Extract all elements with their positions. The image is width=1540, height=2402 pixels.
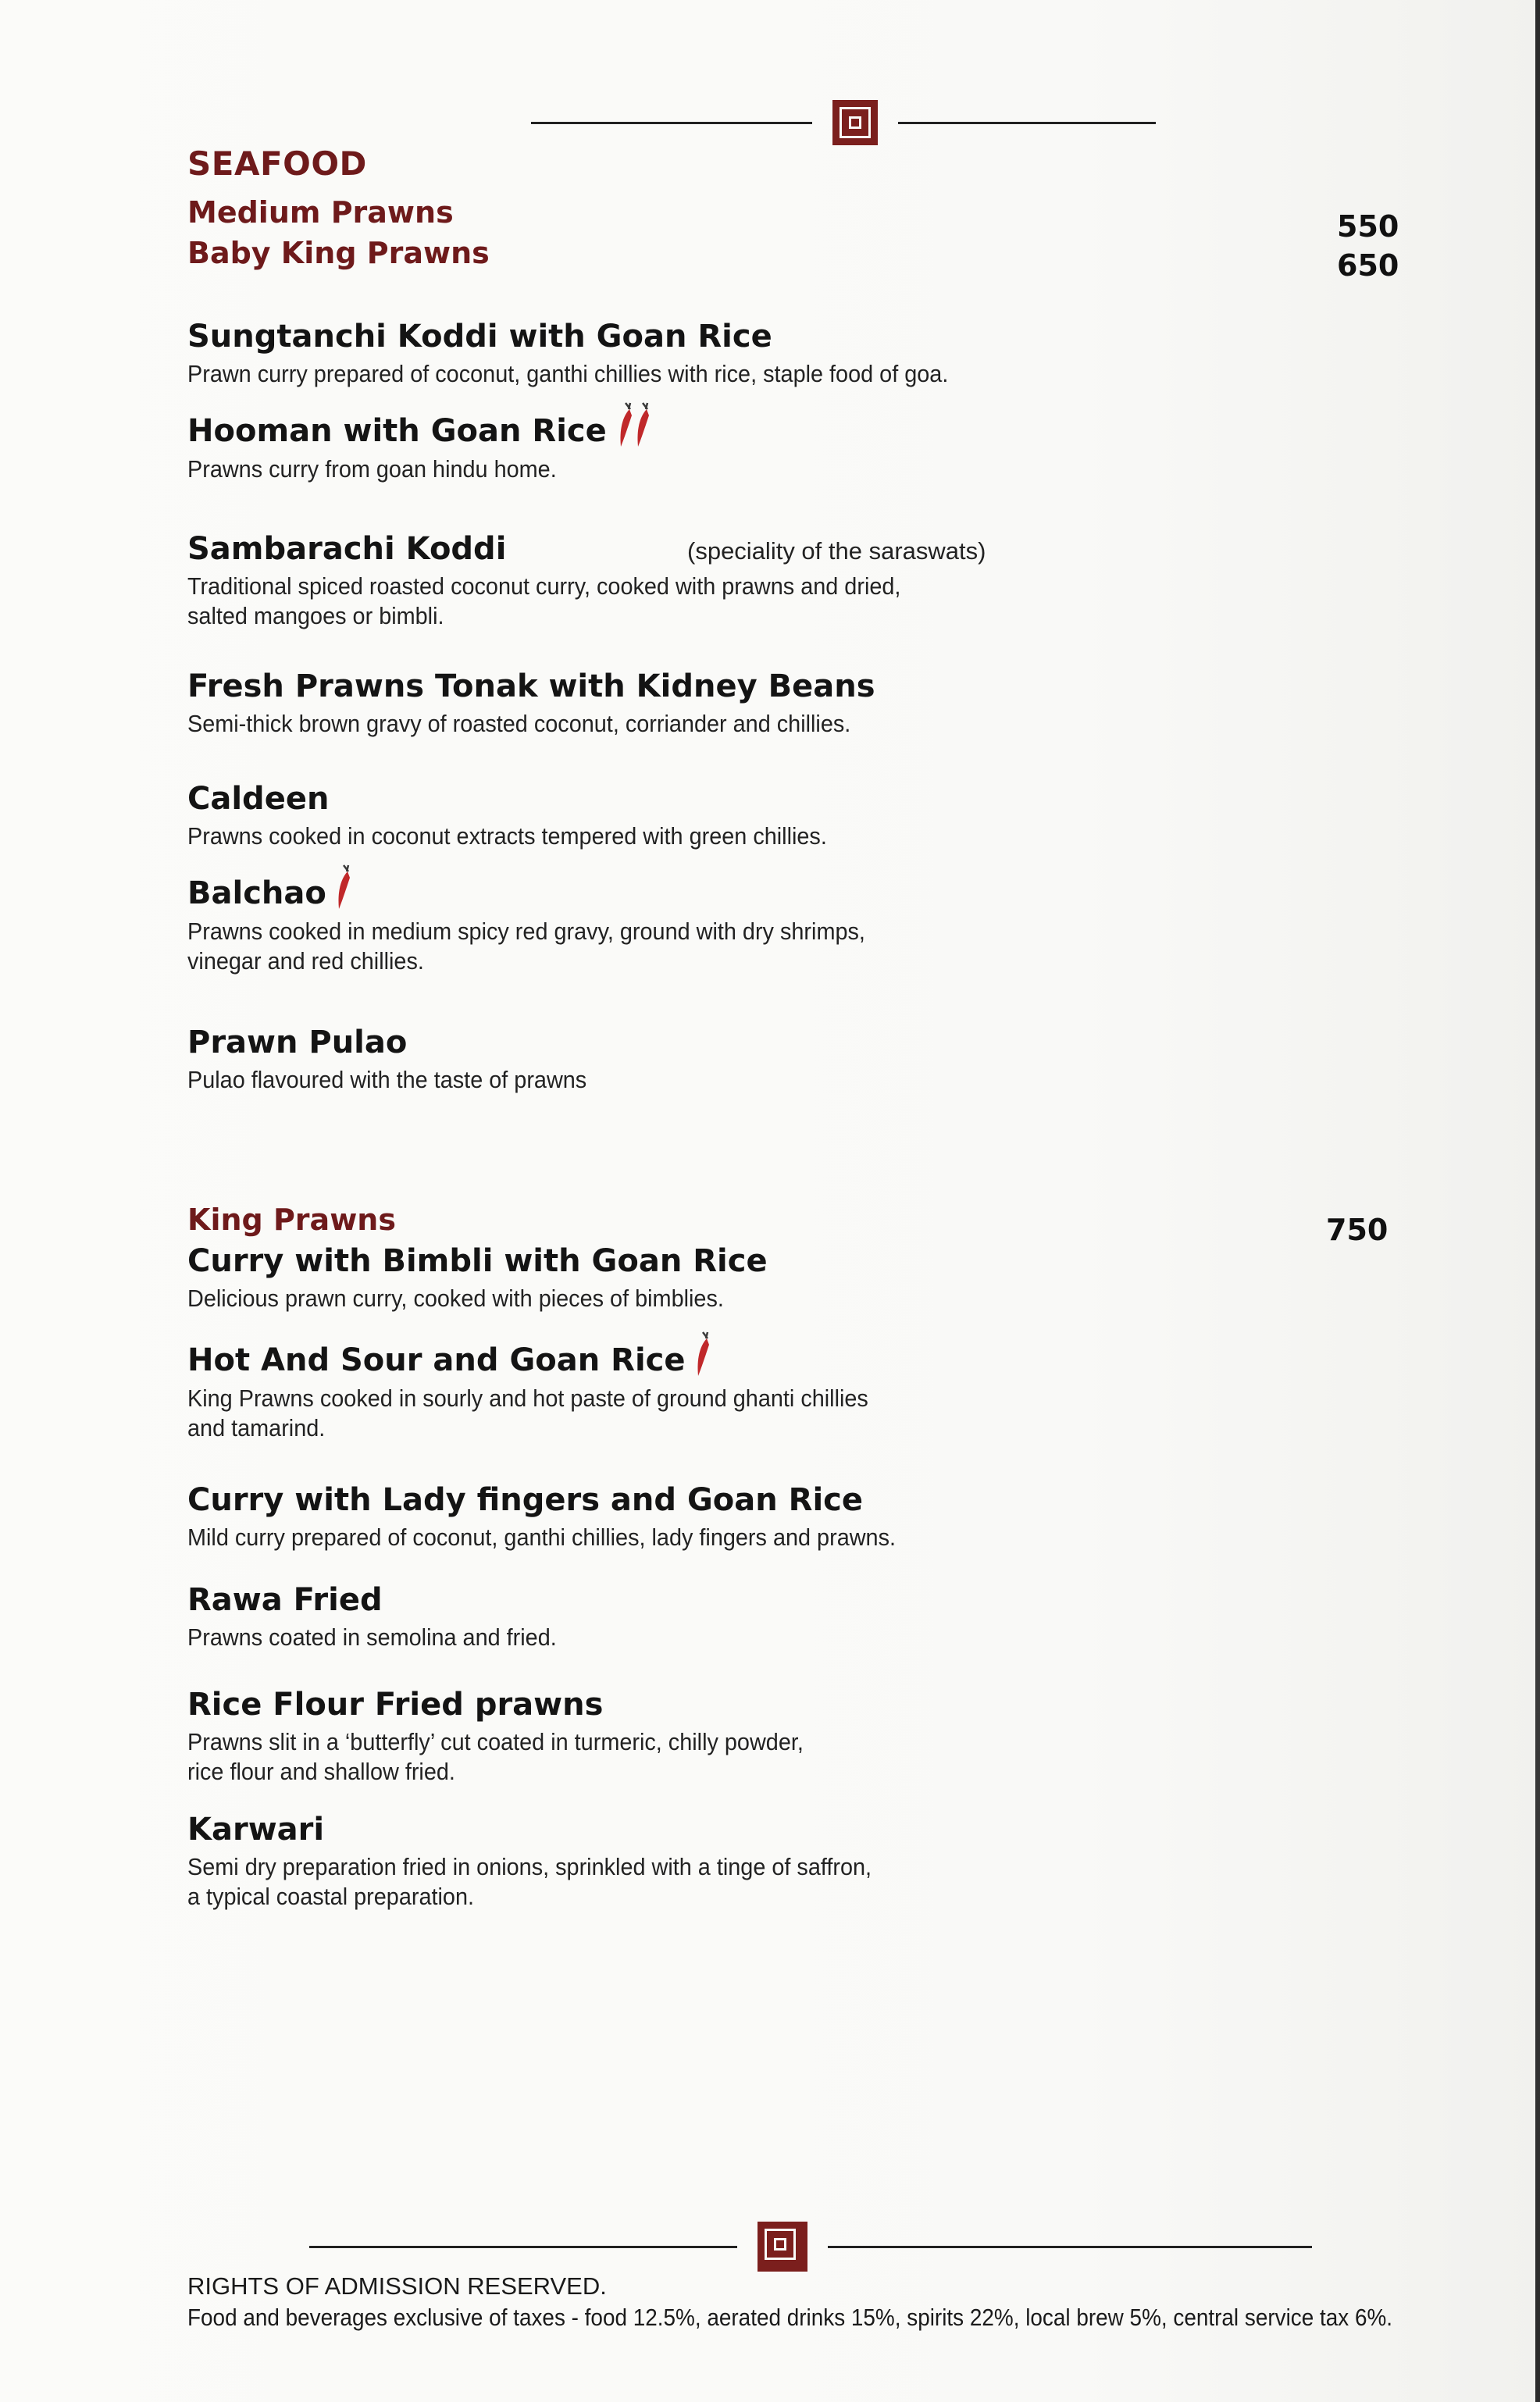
menu-item [187,1025,617,1095]
king-prawns-price: 750 [1326,1213,1388,1247]
item-name: Curry with Lady fingers and Goan Rice [187,1482,864,1518]
tax-notice: Food and beverages exclusive of taxes - food 12.5%, aerated drinks 15%, spirits 22%, local brew 5%, central service tax 6%. [187,2304,1393,2331]
menu-item [187,781,875,851]
baby-king-prawns-label: Baby King Prawns [187,236,490,270]
item-description: Prawns coated in semolina and fried. [187,1623,557,1651]
item-description: Semi dry preparation fried in onions, sprinkled with a tinge of saffron, a typical coastal preparation. [187,1853,872,1910]
top-ornament [531,100,1156,145]
medium-prawns-price: 550 [1337,209,1399,244]
square-motif-icon [758,2222,807,2272]
item-name: Rawa Fried [187,1582,383,1618]
item-name: Rice Flour Fried prawns [187,1687,604,1723]
king-prawns-label: King Prawns [187,1203,396,1237]
menu-item [187,1243,768,1313]
item-name: Hooman with Goan Rice [187,413,607,449]
ornament-line-left [531,122,812,124]
item-name: Karwari [187,1812,325,1848]
item-description: Prawns curry from goan hindu home. [187,455,557,483]
item-name: Balchao [187,875,326,911]
ornament-line-right [828,2246,1312,2248]
section-title: SEAFOOD [187,144,367,183]
item-description: King Prawns cooked in sourly and hot paste of ground ghanti chillies and tamarind. [187,1385,868,1442]
item-name: Prawn Pulao [187,1025,408,1060]
page-edge [1535,0,1540,2402]
menu-item [187,412,654,484]
item-description: Delicious prawn curry, cooked with pieces of bimblies. [187,1285,724,1312]
menu-item [187,1482,949,1552]
menu-item [187,319,1006,389]
item-description: Prawn curry prepared of coconut, ganthi chillies with rice, staple food of goa. [187,360,949,387]
baby-king-prawns-price: 650 [1337,248,1399,283]
chili-icon [615,412,654,450]
ornament-line-right [898,122,1156,124]
ornament-line-left [309,2246,737,2248]
item-description: Semi-thick brown gravy of roasted coconut, corriander and chillies. [187,710,851,737]
menu-item [187,1582,584,1652]
item-name: Caldeen [187,781,330,817]
chili-icon [693,1342,715,1379]
item-name: Sungtanchi Koddi with Goan Rice [187,319,772,355]
item-description: Prawns cooked in coconut extracts tempered with green chillies. [187,822,827,850]
item-name: Sambarachi Koddi [187,531,507,567]
item-name: Curry with Bimbli with Goan Rice [187,1243,768,1279]
bottom-ornament [309,2222,1312,2272]
menu-item [187,1812,923,1912]
item-description: Traditional spiced roasted coconut curry, cooked with prawns and dried, salted mangoes or bimbli. [187,572,901,629]
item-description: Mild curry prepared of coconut, ganthi chillies, lady fingers and prawns. [187,1524,897,1551]
item-name-row [187,412,654,450]
menu-item [187,1342,919,1443]
rights-notice: RIGHTS OF ADMISSION RESERVED. [187,2272,607,2300]
item-note: (speciality of the saraswats) [687,537,986,565]
item-description: Pulao flavoured with the taste of prawns [187,1066,587,1093]
item-name: Fresh Prawns Tonak with Kidney Beans [187,668,875,704]
square-motif-icon [832,100,878,145]
chili-icon [334,875,356,912]
item-name-row [187,875,916,912]
medium-prawns-label: Medium Prawns [187,195,454,230]
item-description: Prawns cooked in medium spicy red gravy, ground with dry shrimps, vinegar and red chillies. [187,918,865,975]
item-description: Prawns slit in a ‘butterfly’ cut coated in turmeric, chilly powder, rice flour and shallow fried. [187,1728,804,1785]
item-name: Hot And Sour and Goan Rice [187,1342,686,1378]
item-name-row [187,1342,919,1379]
menu-item [187,668,900,739]
menu-item [187,1687,850,1787]
menu-item [187,875,916,976]
